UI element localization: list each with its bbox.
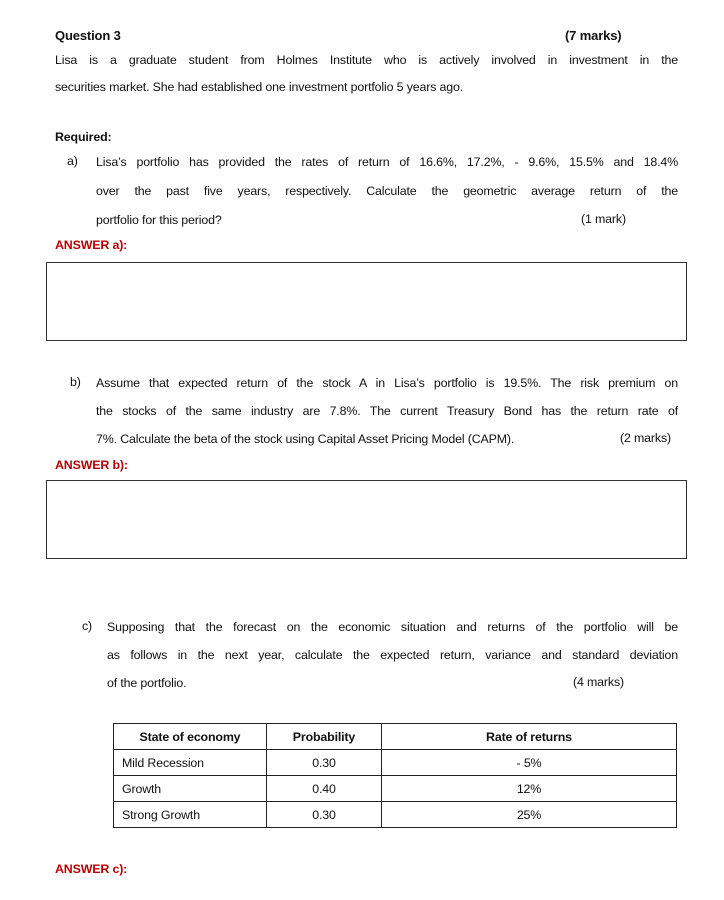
answer-b-box[interactable] xyxy=(46,480,687,559)
question-marks: (7 marks) xyxy=(565,28,622,43)
header-probability: Probability xyxy=(267,724,382,750)
part-b-label: b) xyxy=(70,375,81,389)
part-c-line-3: of the portfolio. xyxy=(107,676,187,690)
table-row xyxy=(114,776,677,802)
part-a-line-3: portfolio for this period? xyxy=(96,213,222,227)
table-row xyxy=(114,802,677,828)
cell-state: Strong Growth xyxy=(114,802,267,828)
cell-probability: 0.40 xyxy=(267,776,382,802)
part-a-line-1: Lisa’s portfolio has provided the rates of return of 16.6%, 17.2%, - 9.6%, 15.5% and 18.4% xyxy=(96,155,678,169)
part-b-marks: (2 marks) xyxy=(620,431,671,445)
table-row xyxy=(114,750,677,776)
answer-c-label: ANSWER c): xyxy=(55,862,128,876)
part-a-label: a) xyxy=(67,154,78,168)
part-c-line-1: Supposing that the forecast on the economic situation and returns of the portfolio will be xyxy=(107,620,678,634)
part-a-marks: (1 mark) xyxy=(581,212,626,226)
answer-a-label: ANSWER a): xyxy=(55,238,128,252)
cell-rate: 25% xyxy=(382,802,677,828)
answer-b-label: ANSWER b): xyxy=(55,458,128,472)
part-b-line-1: Assume that expected return of the stock A in Lisa’s portfolio is 19.5%. The risk premium on xyxy=(96,376,678,390)
cell-probability: 0.30 xyxy=(267,802,382,828)
part-c-marks: (4 marks) xyxy=(573,675,624,689)
question-title: Question 3 xyxy=(55,28,121,43)
cell-probability: 0.30 xyxy=(267,750,382,776)
required-label: Required: xyxy=(55,130,112,144)
table-header-row xyxy=(114,724,677,750)
part-c-line-2: as follows in the next year, calculate the expected return, variance and standard deviation xyxy=(107,648,678,662)
cell-rate: - 5% xyxy=(382,750,677,776)
header-state: State of economy xyxy=(114,724,267,750)
cell-state: Growth xyxy=(114,776,267,802)
header-rate: Rate of returns xyxy=(382,724,677,750)
part-c-label: c) xyxy=(82,619,93,633)
part-b-line-2: the stocks of the same industry are 7.8%. The current Treasury Bond has the return rate of xyxy=(96,404,678,418)
cell-state: Mild Recession xyxy=(114,750,267,776)
answer-a-box[interactable] xyxy=(46,262,687,341)
economy-table xyxy=(113,723,677,828)
cell-rate: 12% xyxy=(382,776,677,802)
intro-line-1: Lisa is a graduate student from Holmes Institute who is actively involved in investment in the xyxy=(55,53,678,67)
part-a-line-2: over the past five years, respectively. Calculate the geometric average return of the xyxy=(96,184,678,198)
part-b-line-3: 7%. Calculate the beta of the stock using Capital Asset Pricing Model (CAPM). xyxy=(96,432,515,446)
intro-line-2: securities market. She had established one investment portfolio 5 years ago. xyxy=(55,80,464,94)
